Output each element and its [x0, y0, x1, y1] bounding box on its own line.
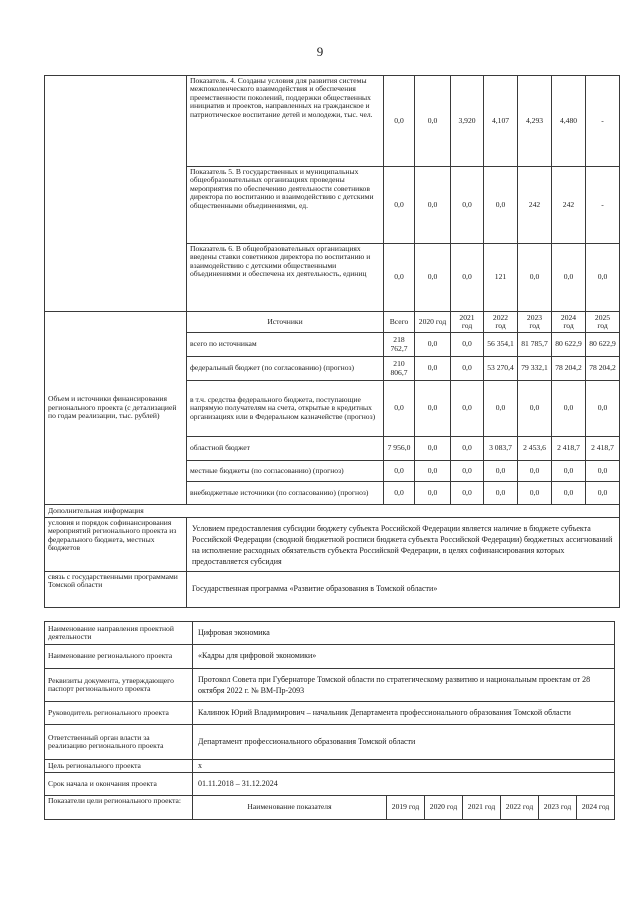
project-row — [45, 622, 615, 645]
indicator-value: 4,293 — [518, 76, 552, 167]
finance-value: 0,0 — [415, 482, 451, 505]
project-row-label: Наименование направления проектной деятельности — [45, 622, 193, 645]
finance-value: 78 204,2 — [552, 357, 586, 381]
project-row-label: Цель регионального проекта — [45, 760, 193, 773]
finance-source-name: областной бюджет — [187, 437, 384, 461]
indicator-year-header: 2024 год — [577, 796, 615, 820]
finance-sources-header: Источники — [187, 312, 384, 333]
project-indicators-header-row — [45, 796, 615, 820]
finance-total: 0,0 — [384, 461, 415, 482]
passport-table-continued — [44, 75, 620, 608]
finance-value: 81 785,7 — [518, 333, 552, 357]
additional-info-title: Дополнительная информация — [45, 505, 620, 518]
indicator-name-header: Наименование показателя — [193, 796, 387, 820]
finance-label: Объем и источники финансирования регионального проекта (с детализацией по годам реализации, тыс. рублей) — [45, 312, 187, 505]
indicator-value: 4,480 — [552, 76, 586, 167]
finance-total: 218 762,7 — [384, 333, 415, 357]
finance-value: 0,0 — [451, 437, 484, 461]
finance-value: 0,0 — [484, 461, 518, 482]
indicator-row — [45, 76, 620, 167]
finance-year-header: 2024 год — [552, 312, 586, 333]
project-row — [45, 669, 615, 702]
finance-value: 0,0 — [552, 482, 586, 505]
project-row-label: Реквизиты документа, утверждающего паспорт регионального проекта — [45, 669, 193, 702]
finance-value: 80 622,9 — [586, 333, 620, 357]
indicator-text: Показатель 6. В общеобразовательных организациях введены ставки советников директора по воспитанию и взаимодействию с детскими общественными объединениями и обеспечена их деятельность, единиц — [187, 244, 384, 312]
project-row — [45, 773, 615, 796]
indicator-value: 4,107 — [484, 76, 518, 167]
finance-value: 80 622,9 — [552, 333, 586, 357]
finance-value: 53 270,4 — [484, 357, 518, 381]
finance-value: 0,0 — [552, 461, 586, 482]
project-row-value: «Кадры для цифровой экономики» — [193, 645, 615, 669]
finance-value: 0,0 — [451, 482, 484, 505]
program-link-row — [45, 572, 620, 608]
indicator-value: 242 — [518, 167, 552, 244]
finance-year-header: 2025 год — [586, 312, 620, 333]
finance-source-name: внебюджетные источники (по согласованию) (прогноз) — [187, 482, 384, 505]
finance-value: 0,0 — [586, 482, 620, 505]
project-row-value: Цифровая экономика — [193, 622, 615, 645]
finance-value: 0,0 — [415, 381, 451, 437]
indicator-value: 0,0 — [415, 167, 451, 244]
indicator-text: Показатель 5. В государственных и муниципальных общеобразовательных организациях проведены мероприятия по обеспечению деятельности советников директора по воспитанию и взаимодействию с детскими общественными объединениями, ед. — [187, 167, 384, 244]
indicator-value: 242 — [552, 167, 586, 244]
project-row-value: Департамент профессионального образования Томской области — [193, 725, 615, 760]
finance-value: 0,0 — [586, 461, 620, 482]
finance-value: 0,0 — [451, 381, 484, 437]
indicator-value: 121 — [484, 244, 518, 312]
finance-total: 0,0 — [384, 482, 415, 505]
indicator-value: - — [586, 167, 620, 244]
project-row-value: х — [193, 760, 615, 773]
finance-value: 79 332,1 — [518, 357, 552, 381]
finance-value: 0,0 — [451, 357, 484, 381]
finance-value: 0,0 — [586, 381, 620, 437]
indicator-value: 0,0 — [586, 244, 620, 312]
finance-value: 56 354,1 — [484, 333, 518, 357]
indicator-value: 3,920 — [451, 76, 484, 167]
indicator-value: 0,0 — [518, 244, 552, 312]
conditions-row — [45, 518, 620, 572]
project-row-label: Ответственный орган власти за реализацию регионального проекта — [45, 725, 193, 760]
finance-value: 0,0 — [518, 381, 552, 437]
finance-value: 78 204,2 — [586, 357, 620, 381]
indicator-value: 0,0 — [415, 76, 451, 167]
finance-year-header: 2023 год — [518, 312, 552, 333]
finance-value: 0,0 — [484, 482, 518, 505]
finance-year-header: 2021 год — [451, 312, 484, 333]
finance-value: 0,0 — [484, 381, 518, 437]
project-row — [45, 760, 615, 773]
project-row-value: Протокол Совета при Губернаторе Томской области по стратегическому развитию и национальным проектам от 28 октября 2022 г. № ВМ-Пр-2093 — [193, 669, 615, 702]
finance-source-name: в т.ч. средства федерального бюджета, поступающие напрямую получателям на счета, открытые в кредитных организациях или в Федеральном казначействе (прогноз) — [187, 381, 384, 437]
project-passport-table — [44, 621, 615, 820]
project-row-value: Калинюк Юрий Владимирович – начальник Департамента профессионального образования Томской области — [193, 702, 615, 725]
finance-value: 0,0 — [415, 461, 451, 482]
project-indicators-label: Показатели цели регионального проекта: — [45, 796, 193, 820]
program-link-label: связь с государственными программами Томской области — [45, 572, 187, 608]
conditions-text: Условием предоставления субсидии бюджету субъекта Российской Федерации является наличие в бюджете субъекта Российской Федерации (сводной бюджетной росписи бюджета субъекта Российской Федерации) бюджетных ассигнований на исполнение расходных обязательств субъекта Российской Федерации, в целях софинансирования которых предоставляется субсидия — [187, 518, 620, 572]
page-number: 9 — [316, 44, 324, 59]
indicator-year-header: 2023 год — [539, 796, 577, 820]
finance-source-name: всего по источникам — [187, 333, 384, 357]
empty-label-cell — [45, 76, 187, 312]
finance-year-header: 2022 год — [484, 312, 518, 333]
project-row-value: 01.11.2018 – 31.12.2024 — [193, 773, 615, 796]
conditions-label: условия и порядок софинансирования мероприятий регионального проекта из федерального бюджета, местных бюджетов — [45, 518, 187, 572]
program-link-text: Государственная программа «Развитие образования в Томской области» — [187, 572, 620, 608]
project-row-label: Срок начала и окончания проекта — [45, 773, 193, 796]
indicator-year-header: 2022 год — [501, 796, 539, 820]
finance-total-header: Всего — [384, 312, 415, 333]
project-row-label: Руководитель регионального проекта — [45, 702, 193, 725]
project-row-label: Наименование регионального проекта — [45, 645, 193, 669]
finance-value: 0,0 — [415, 333, 451, 357]
finance-source-name: федеральный бюджет (по согласованию) (прогноз) — [187, 357, 384, 381]
finance-value: 2 418,7 — [552, 437, 586, 461]
finance-total: 7 956,0 — [384, 437, 415, 461]
indicator-text: Показатель. 4. Созданы условия для развития системы межпоколенческого взаимодействия и обеспечения преемственности поколений, поддержки общественных инициатив и проектов, направленных на гражданское и патриотическое воспитание детей и молодежи, тыс. чел. — [187, 76, 384, 167]
finance-value: 0,0 — [451, 461, 484, 482]
project-row — [45, 702, 615, 725]
indicator-value: - — [586, 76, 620, 167]
indicator-value: 0,0 — [552, 244, 586, 312]
finance-year-header: 2020 год — [415, 312, 451, 333]
indicator-value: 0,0 — [484, 167, 518, 244]
finance-value: 3 083,7 — [484, 437, 518, 461]
finance-value: 0,0 — [518, 461, 552, 482]
finance-value: 0,0 — [552, 381, 586, 437]
finance-value: 2 418,7 — [586, 437, 620, 461]
indicator-value: 0,0 — [384, 244, 415, 312]
indicator-value: 0,0 — [384, 76, 415, 167]
finance-value: 0,0 — [415, 437, 451, 461]
indicator-value: 0,0 — [451, 167, 484, 244]
indicator-year-header: 2020 год — [425, 796, 463, 820]
finance-total: 0,0 — [384, 381, 415, 437]
indicator-value: 0,0 — [451, 244, 484, 312]
indicator-value: 0,0 — [415, 244, 451, 312]
finance-value: 0,0 — [415, 357, 451, 381]
finance-source-name: местные бюджеты (по согласованию) (прогноз) — [187, 461, 384, 482]
finance-value: 0,0 — [518, 482, 552, 505]
indicator-year-header: 2019 год — [387, 796, 425, 820]
additional-info-title-row — [45, 505, 620, 518]
indicator-year-header: 2021 год — [463, 796, 501, 820]
project-row — [45, 645, 615, 669]
finance-value: 2 453,6 — [518, 437, 552, 461]
finance-header-row — [45, 312, 620, 333]
indicator-value: 0,0 — [384, 167, 415, 244]
project-row — [45, 725, 615, 760]
finance-value: 0,0 — [451, 333, 484, 357]
finance-total: 210 806,7 — [384, 357, 415, 381]
